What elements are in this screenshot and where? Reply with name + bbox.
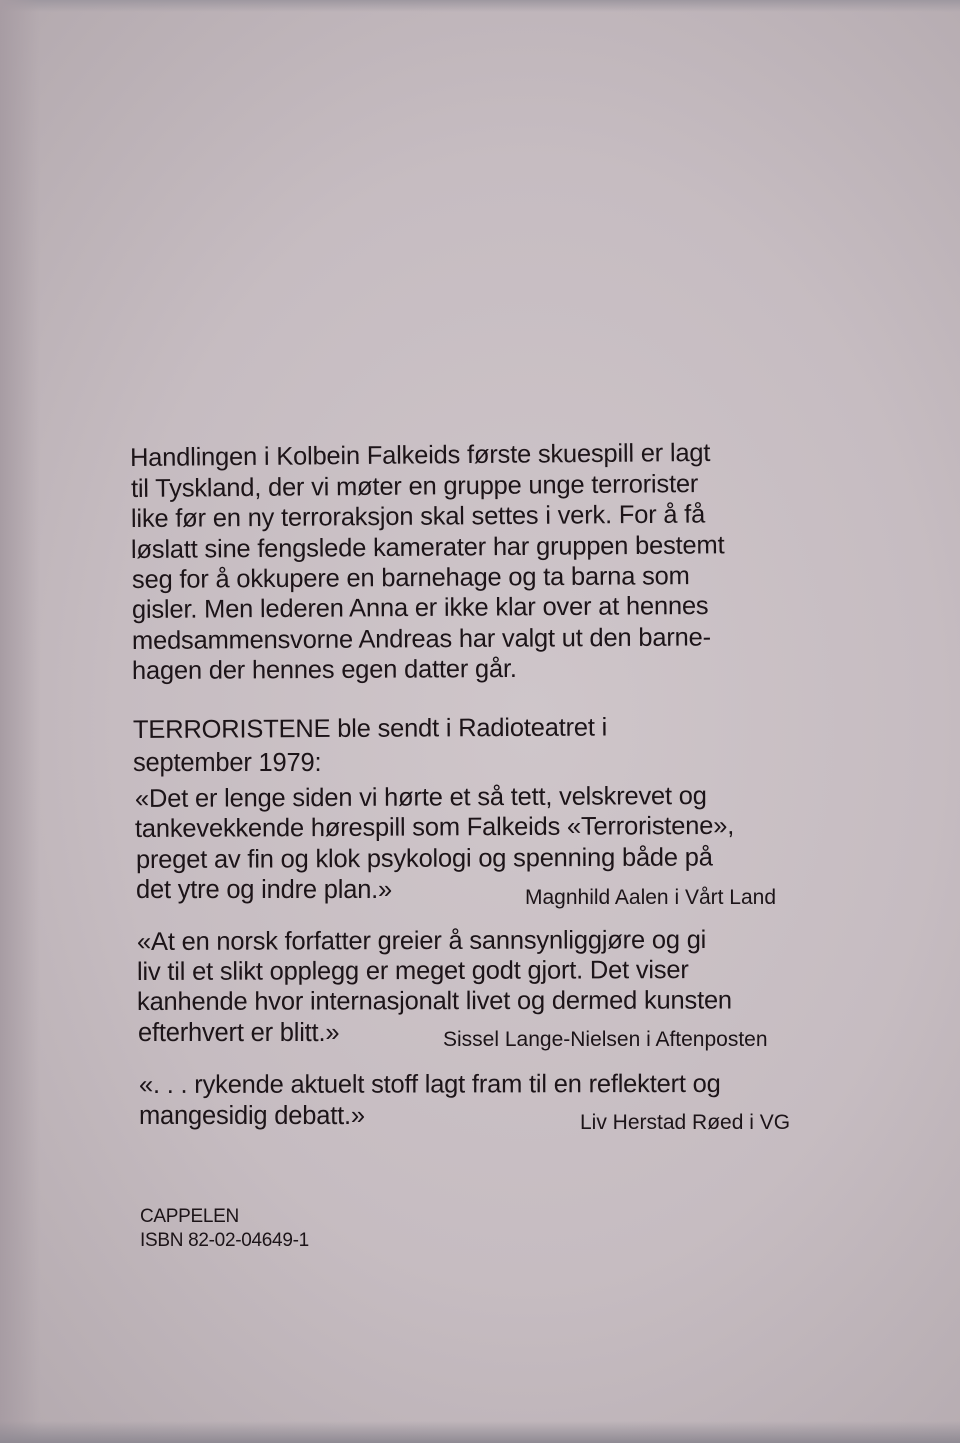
description-line: til Tyskland, der vi møter en gruppe unge terrorister [130,470,699,503]
review-attribution: Sissel Lange-Nielsen i Aftenposten [443,1028,768,1051]
description-line: gisler. Men lederen Anna er ikke klar over at hennes [131,591,709,624]
review-line: tankevekkende hørespill som Falkeids «Terroristene», [134,811,735,843]
description-line: løslatt sine fengslede kamerater har gruppen bestemt [130,531,725,564]
review-line: det ytre og indre plan.» [136,876,393,904]
review-line: kanhende hvor internasjonalt livet og dermed kunsten [136,986,732,1016]
description-line: medsammensvorne Andreas har valgt ut den barne- [131,623,711,655]
publisher: CAPPELEN [140,1206,239,1227]
page-edge-bottom [0,1421,960,1443]
description-line: hagen der hennes egen datter går. [131,654,517,685]
review-attribution: Magnhild Aalen i Vårt Land [525,886,777,909]
review-line: «Det er lenge siden vi hørte et så tett, velskrevet og [134,782,707,813]
page-edge-top [0,0,960,12]
review-line: mangesidig debatt.» [139,1102,365,1130]
broadcast-line: TERRORISTENE ble sendt i Radioteatret i [132,713,608,744]
review-line: preget av fin og klok psykologi og spenning både på [135,843,713,874]
review-attribution: Liv Herstad Røed i VG [580,1111,791,1134]
broadcast-line: september 1979: [133,749,322,777]
review-line: efterhvert er blitt.» [138,1019,340,1047]
page-edge-left [0,0,40,1443]
description-line: like før en ny terroraksjon skal settes i verk. For å få [130,500,706,533]
description-line: seg for å okkupere en barnehage og ta barna som [131,562,690,594]
isbn: ISBN 82-02-04649-1 [140,1230,309,1251]
review-line: «At en norsk forfatter greier å sannsynliggjøre og gi [136,926,707,956]
description-line: Handlingen i Kolbein Falkeids første skuespill er lagt [129,438,711,472]
review-line: liv til et slikt opplegg er meget godt gjort. Det viser [136,956,689,986]
review-line: «. . . rykende aktuelt stoff lagt fram til en reflektert og [138,1069,721,1099]
